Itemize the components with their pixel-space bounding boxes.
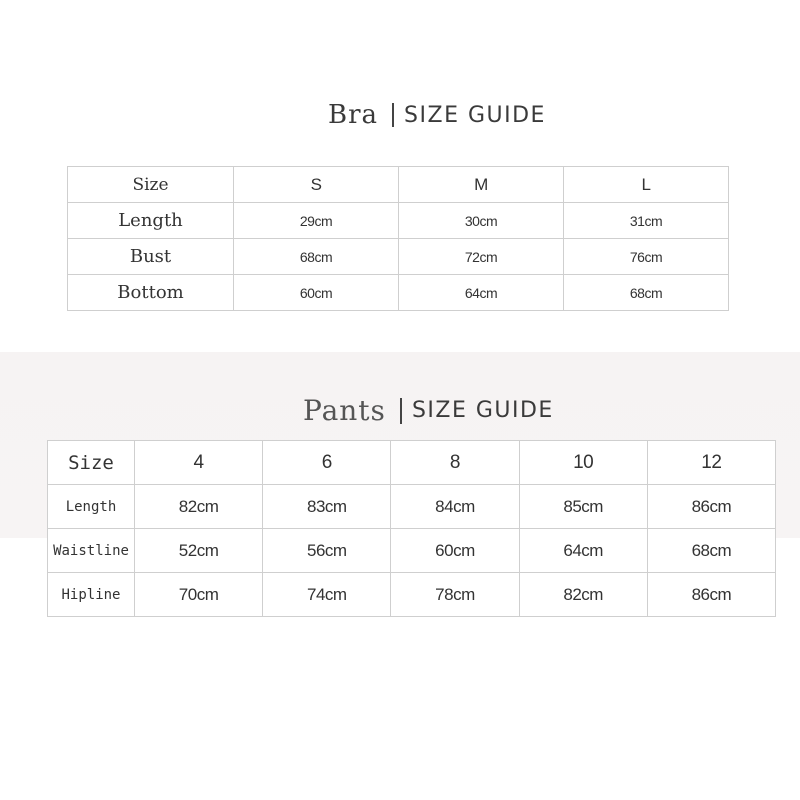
heading-divider (400, 398, 402, 424)
bra-size-table (67, 166, 729, 311)
pants-size-table (47, 440, 776, 617)
table-cell: 85cm (519, 485, 647, 529)
table-cell: 56cm (263, 529, 391, 573)
table-cell: 74cm (263, 573, 391, 617)
pants-size-guide-heading (303, 394, 554, 427)
pants-title: Pants (303, 394, 386, 427)
bra-title: Bra (328, 100, 379, 130)
heading-divider (392, 103, 394, 127)
table-cell: 84cm (391, 485, 519, 529)
table-cell: Length (48, 485, 135, 529)
table-cell: 78cm (391, 573, 519, 617)
table-cell: Bottom (68, 275, 234, 311)
table-cell: 12 (647, 441, 775, 485)
table-cell: 68cm (234, 239, 399, 275)
table-cell: 52cm (135, 529, 263, 573)
table-cell: Hipline (48, 573, 135, 617)
table-cell: Size (68, 167, 234, 203)
table-cell: Size (48, 441, 135, 485)
table-cell: 29cm (234, 203, 399, 239)
table-row (48, 529, 776, 573)
table-row (68, 239, 729, 275)
table-cell: 4 (135, 441, 263, 485)
table-cell: 8 (391, 441, 519, 485)
table-cell: L (564, 167, 729, 203)
table-cell: 68cm (564, 275, 729, 311)
table-header-row (48, 441, 776, 485)
table-row (48, 485, 776, 529)
table-row (68, 275, 729, 311)
table-header-row (68, 167, 729, 203)
pants-subtitle: SIZE GUIDE (411, 398, 554, 423)
table-cell: 72cm (399, 239, 564, 275)
table-cell: 31cm (564, 203, 729, 239)
table-cell: 86cm (647, 573, 775, 617)
table-row (68, 203, 729, 239)
table-cell: 64cm (519, 529, 647, 573)
table-cell: 83cm (263, 485, 391, 529)
table-cell: 68cm (647, 529, 775, 573)
table-row (48, 573, 776, 617)
table-cell: 6 (263, 441, 391, 485)
table-cell: M (399, 167, 564, 203)
table-cell: 30cm (399, 203, 564, 239)
table-cell: 64cm (399, 275, 564, 311)
table-cell: Bust (68, 239, 234, 275)
table-cell: Waistline (48, 529, 135, 573)
table-cell: 82cm (519, 573, 647, 617)
table-cell: S (234, 167, 399, 203)
table-cell: 10 (519, 441, 647, 485)
table-cell: 70cm (135, 573, 263, 617)
table-cell: 60cm (391, 529, 519, 573)
bra-size-guide-heading (328, 100, 546, 130)
table-cell: Length (68, 203, 234, 239)
table-cell: 60cm (234, 275, 399, 311)
table-cell: 76cm (564, 239, 729, 275)
bra-subtitle: SIZE GUIDE (404, 102, 546, 128)
table-cell: 86cm (647, 485, 775, 529)
table-cell: 82cm (135, 485, 263, 529)
